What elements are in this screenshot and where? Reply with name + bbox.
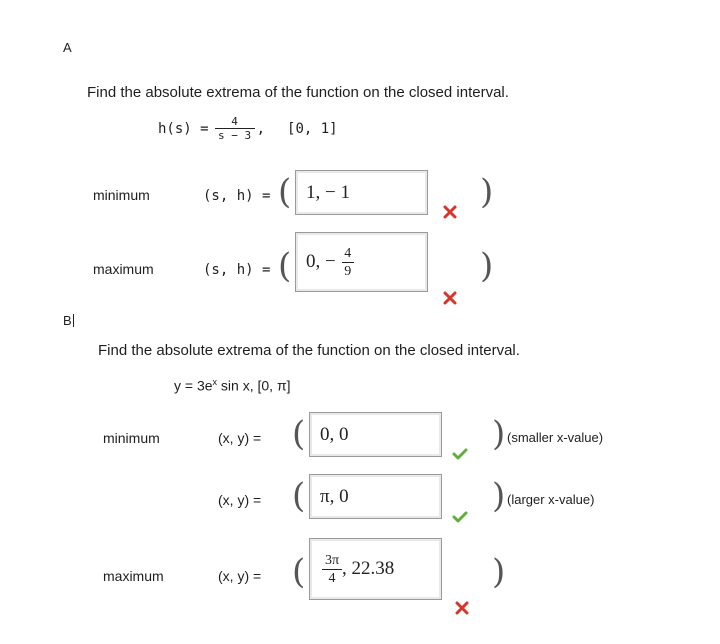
function-rest: sin x, [0, π] [217, 377, 291, 394]
maximum-answer-box[interactable] [295, 232, 428, 292]
function-exponent: x [212, 377, 218, 387]
minimum-answer-box-2[interactable] [309, 474, 442, 519]
close-paren: ) [492, 552, 506, 592]
open-paren: ( [278, 246, 292, 286]
section-a-prompt: Find the absolute extrema of the function on the closed interval. [87, 84, 509, 101]
open-paren: ( [292, 414, 306, 454]
pair-label: (s, h) = [203, 262, 271, 278]
function-text: y = 3e [174, 377, 213, 394]
minimum-answer-2: π, 0 [320, 485, 349, 507]
minimum-answer: 1, − 1 [306, 181, 350, 203]
fraction-numerator: 3π [324, 552, 340, 568]
check-icon [452, 447, 468, 461]
function-lhs: h(s) = [158, 120, 209, 137]
maximum-answer-suffix: , 22.38 [342, 558, 395, 579]
fraction-numerator: 4 [344, 245, 352, 261]
hint-smaller-x: (smaller x-value) [507, 430, 604, 445]
fraction-numerator: 4 [231, 115, 238, 128]
hint-larger-x: (larger x-value) [507, 492, 595, 507]
cross-icon [443, 291, 457, 305]
open-paren: ( [278, 172, 292, 212]
close-paren: ) [480, 172, 494, 212]
function-fraction [215, 116, 255, 141]
close-paren: ) [492, 476, 506, 516]
fraction-denominator: 9 [344, 263, 352, 279]
section-b-prompt: Find the absolute extrema of the function on the closed interval. [98, 342, 520, 359]
open-paren: ( [292, 552, 306, 592]
text-cursor [73, 314, 74, 327]
minimum-answer-box-1[interactable] [309, 412, 442, 457]
section-a-label: A [63, 40, 72, 55]
close-paren: ) [492, 414, 506, 454]
minimum-answer-box[interactable] [295, 170, 428, 215]
maximum-answer-fraction [342, 246, 354, 279]
open-paren: ( [292, 476, 306, 516]
cross-icon [455, 601, 469, 615]
maximum-label: maximum [103, 568, 164, 584]
fraction-denominator: s − 3 [218, 129, 252, 142]
cross-icon [443, 205, 457, 219]
section-b-function [174, 377, 291, 394]
section-a-function: h(s) = $\frac{4}{s - 3}$ , [0, 1] [158, 115, 338, 142]
minimum-answer-1: 0, 0 [320, 423, 349, 445]
fraction-denominator: 4 [328, 570, 336, 586]
check-icon [452, 510, 468, 524]
pair-label: (x, y) = [218, 492, 262, 508]
maximum-answer-box[interactable] [309, 538, 442, 600]
minimum-label: minimum [93, 187, 150, 203]
maximum-answer-prefix: 0, − [306, 251, 336, 272]
minimum-label: minimum [103, 430, 160, 446]
function-interval: [0, 1] [287, 120, 338, 137]
pair-label: (x, y) = [218, 430, 262, 446]
pair-label: (s, h) = [203, 188, 271, 204]
pair-label: (x, y) = [218, 568, 262, 584]
maximum-label: maximum [93, 261, 154, 277]
close-paren: ) [480, 246, 494, 286]
section-b-label: B [63, 313, 72, 328]
maximum-answer-fraction [322, 553, 342, 586]
